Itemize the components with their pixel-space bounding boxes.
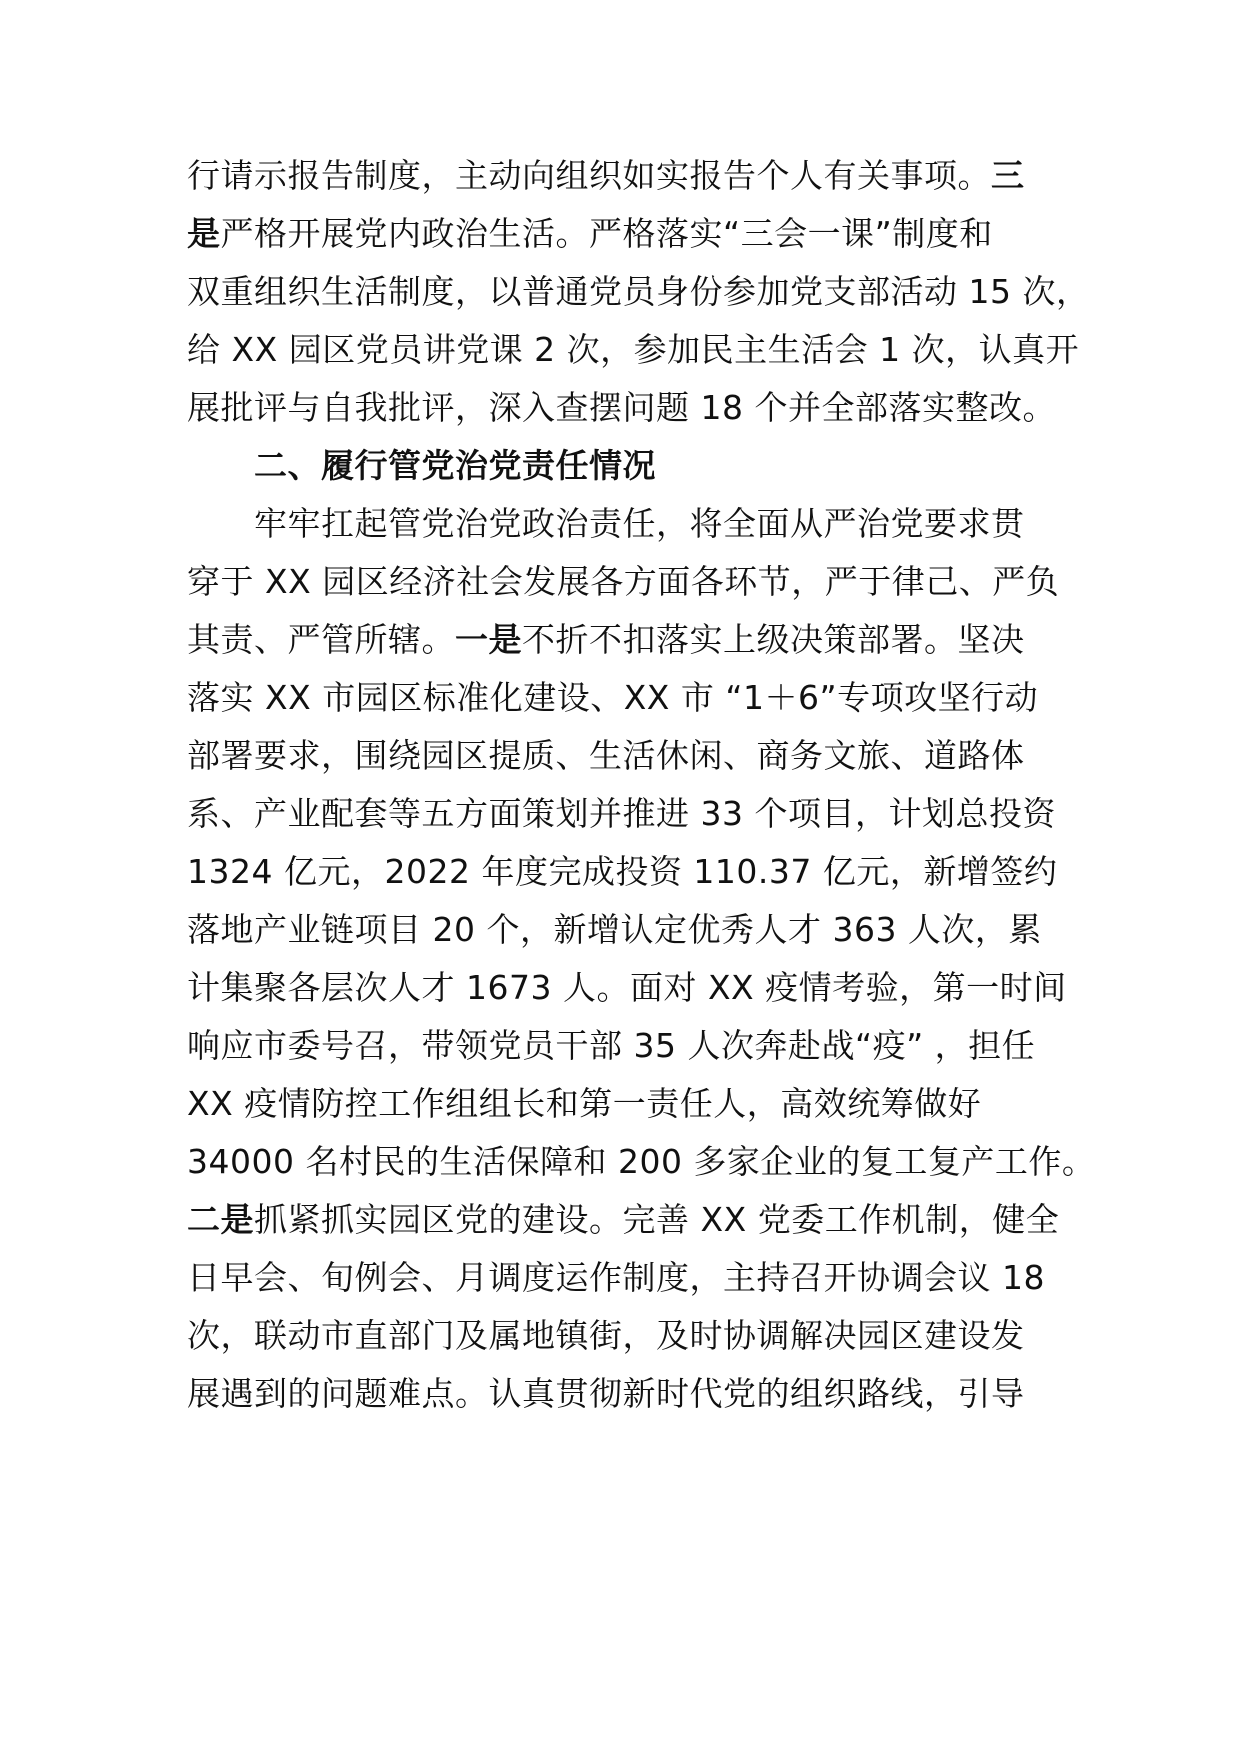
- text-run: 穿于 XX 园区经济社会发展各方面各环节，严于律己、严负: [187, 562, 1060, 601]
- text-line: [187, 1316, 1025, 1356]
- text-run: 落地产业链项目 20 个，新增认定优秀人才 363 人次，累: [187, 910, 1042, 949]
- text-line: [187, 1084, 981, 1124]
- text-line: [254, 504, 1025, 544]
- text-run: 抓紧抓实园区党的建设。完善 XX 党委工作机制，健全: [254, 1200, 1060, 1239]
- text-line: [187, 794, 1056, 834]
- text-run: 部署要求，围绕园区提质、生活休闲、商务文旅、道路体: [187, 736, 1025, 775]
- text-run: 双重组织生活制度，以普通党员身份参加党支部活动 15 次，: [187, 272, 1090, 311]
- text-run: 严格开展党内政治生活。严格落实“三会一课”制度和: [220, 214, 993, 253]
- text-run: 1324 亿元，2022 年度完成投资 110.37 亿元，新增签约: [187, 852, 1058, 891]
- text-run: 系、产业配套等五方面策划并推进 33 个项目，计划总投资: [187, 794, 1056, 833]
- text-run: 给 XX 园区党员讲党课 2 次，参加民主生活会 1 次，认真开: [187, 330, 1080, 369]
- text-run: 展遇到的问题难点。认真贯彻新时代党的组织路线，引导: [187, 1374, 1025, 1413]
- text-run: 行请示报告制度，主动向组织如实报告个人有关事项。: [187, 156, 991, 195]
- text-run: XX 疫情防控工作组组长和第一责任人，高效统筹做好: [187, 1084, 982, 1123]
- text-line: [187, 1374, 1025, 1414]
- text-run: 计集聚各层次人才 1673 人。面对 XX 疫情考验，第一时间: [187, 968, 1067, 1007]
- bold-marker: 一是: [455, 620, 522, 659]
- text-line: [187, 562, 1059, 602]
- text-line: [187, 1258, 1045, 1298]
- text-line: [187, 1142, 1095, 1182]
- text-run: 牢牢扛起管党治党政治责任，将全面从严治党要求贯: [254, 504, 1025, 543]
- text-line: [187, 214, 993, 254]
- text-line: [187, 910, 1042, 950]
- text-line: [187, 1200, 1059, 1240]
- text-line: [187, 968, 1067, 1008]
- text-run: 展批评与自我批评，深入查摆问题 18 个并全部落实整改。: [187, 388, 1056, 427]
- text-run: 其责、严管所辖。: [187, 620, 455, 659]
- text-line: [187, 272, 1089, 312]
- text-run: 34000 名村民的生活保障和 200 多家企业的复工复产工作。: [187, 1142, 1096, 1181]
- text-run: 响应市委号召，带领党员干部 35 人次奔赴战“疫” ，担任: [187, 1026, 1036, 1065]
- text-line: [187, 736, 1025, 776]
- text-run: 不折不扣落实上级决策部署。坚决: [522, 620, 1025, 659]
- text-line: [187, 620, 1025, 660]
- text-line: [187, 156, 1025, 196]
- bold-marker: 三: [991, 156, 1025, 195]
- text-run: 日早会、旬例会、月调度运作制度，主持召开协调会议 18: [187, 1258, 1045, 1297]
- bold-marker: 二是: [187, 1200, 254, 1239]
- text-line: [187, 330, 1079, 370]
- text-run: 次，联动市直部门及属地镇街，及时协调解决园区建设发: [187, 1316, 1025, 1355]
- text-line: [187, 388, 1056, 428]
- section-heading: [254, 446, 656, 486]
- text-run: 落实 XX 市园区标准化建设、XX 市 “1＋6”专项攻坚行动: [187, 678, 1039, 717]
- text-line: [187, 1026, 1035, 1066]
- heading-text: 二、履行管党治党责任情况: [254, 446, 656, 485]
- bold-marker: 是: [187, 214, 221, 253]
- text-line: [187, 852, 1057, 892]
- text-line: [187, 678, 1038, 718]
